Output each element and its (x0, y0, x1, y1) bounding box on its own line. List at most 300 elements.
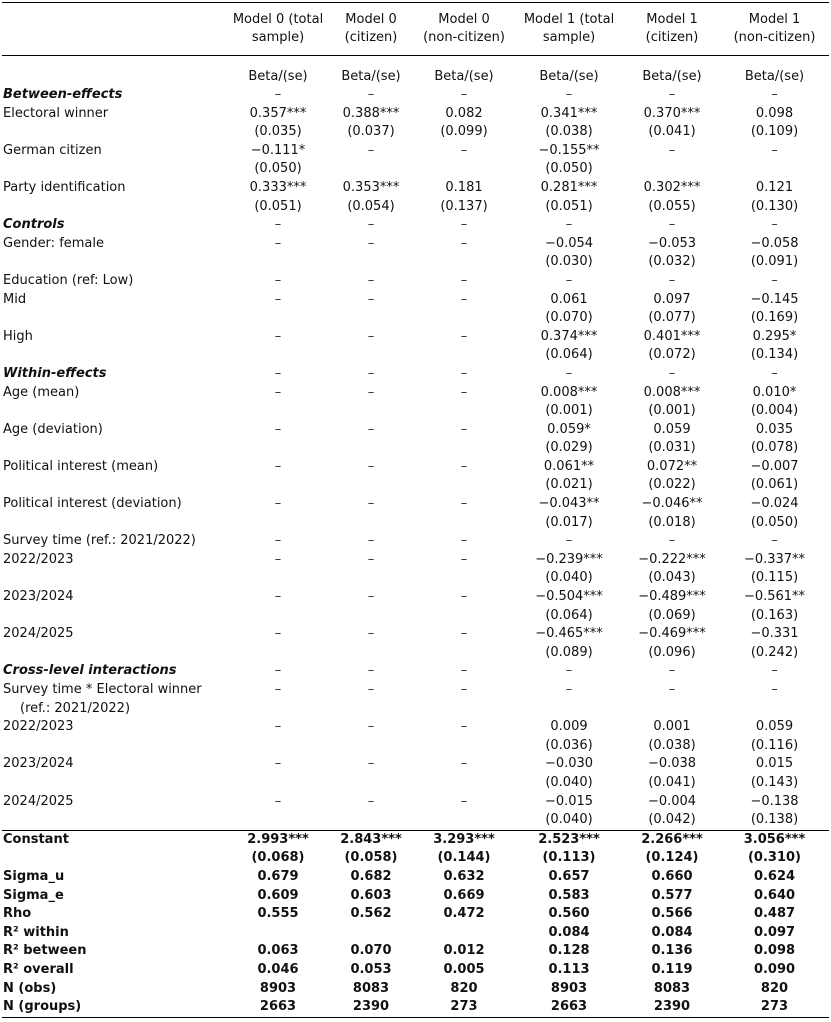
table-cell: 3.293*** (414, 830, 514, 849)
table-cell (228, 569, 328, 588)
row-label (2, 402, 228, 421)
table-cell: 0.388*** (342, 105, 400, 121)
table-cell: – (367, 235, 375, 251)
table-cell: – (460, 793, 468, 809)
beta-se-label: Beta/(se) (539, 69, 599, 84)
table-cell: 0.061 (550, 291, 588, 307)
table-cell: 0.640 (753, 887, 796, 903)
table-cell: −0.138 (750, 793, 799, 809)
table-cell (720, 160, 829, 179)
table-row (2, 328, 829, 347)
table-cell: 0.010* (752, 384, 797, 400)
table-cell (414, 774, 514, 793)
table-cell: 0.487 (753, 906, 796, 922)
table-row (2, 607, 829, 626)
table-cell (328, 924, 414, 943)
row-label (2, 160, 228, 179)
table-cell: 0.097 (753, 924, 796, 940)
table-cell: – (367, 682, 375, 697)
table-cell: −0.024 (750, 496, 799, 512)
table-row (2, 887, 829, 906)
table-cell: 0.669 (443, 887, 485, 903)
table-cell: 0.119 (651, 961, 693, 977)
table-row (2, 365, 829, 384)
table-cell: −0.054 (544, 235, 594, 251)
table-cell (414, 439, 514, 458)
section-heading: Between-effects (3, 87, 123, 102)
table-cell: – (367, 217, 375, 233)
table-cell: (0.036) (545, 737, 593, 753)
table-row (2, 346, 829, 365)
table-cell: – (367, 589, 375, 605)
table-cell: – (460, 756, 468, 772)
table-cell (414, 514, 514, 533)
table-cell: 2.993*** (228, 830, 328, 849)
table-row (2, 179, 829, 198)
row-label: Education (ref: Low) (3, 272, 134, 288)
table-cell: (0.038) (545, 124, 593, 140)
table-cell: 0.063 (257, 943, 299, 959)
table-row (2, 774, 829, 793)
table-row (2, 291, 829, 310)
table-cell: −0.337** (743, 551, 806, 567)
table-cell: – (771, 365, 778, 381)
table-cell: 0.555 (257, 906, 299, 922)
table-cell: (0.037) (347, 124, 395, 140)
table-cell: 0.353*** (342, 179, 400, 195)
table-cell: (0.061) (750, 477, 799, 493)
row-label: N (groups) (2, 998, 228, 1017)
table-cell: 0.084 (548, 924, 590, 940)
table-cell: 0.072** (646, 458, 698, 474)
table-cell (328, 476, 414, 495)
table-row (2, 384, 829, 403)
row-label: 2022/2023 (3, 719, 74, 735)
row-label: 2024/2025 (3, 793, 74, 809)
row-label: Age (deviation) (3, 421, 103, 437)
table-row (2, 644, 829, 663)
table-cell: −0.058 (750, 235, 799, 251)
table-row (2, 309, 829, 328)
table-cell (328, 774, 414, 793)
table-cell: 0.577 (651, 887, 693, 903)
table-cell: – (367, 551, 375, 567)
table-cell: 273 (414, 998, 514, 1017)
column-header: Model 0 (total sample) (228, 3, 328, 52)
table-cell: – (460, 533, 468, 549)
table-row (2, 216, 829, 235)
table-cell: – (565, 272, 573, 288)
table-cell: – (460, 328, 468, 344)
table-cell: – (274, 626, 282, 642)
table-cell: – (274, 682, 282, 697)
table-cell (414, 924, 514, 943)
row-label (2, 644, 228, 663)
table-cell: 0.401*** (643, 328, 701, 344)
table-row (2, 924, 829, 943)
table-cell: 0.566 (651, 906, 693, 922)
table-cell (228, 700, 328, 719)
table-cell: −0.469*** (638, 626, 706, 642)
table-cell: 0.053 (350, 961, 392, 977)
table-cell: – (274, 217, 282, 233)
table-cell: 2390 (624, 998, 720, 1017)
table-cell: 0.560 (548, 906, 590, 922)
table-cell: −0.331 (750, 626, 799, 642)
table-cell: – (367, 272, 375, 288)
column-header: Model 1 (citizen) (624, 3, 720, 52)
table-cell: – (460, 365, 468, 381)
table-cell: – (771, 533, 778, 549)
table-cell: – (668, 87, 676, 102)
table-cell: 8903 (259, 980, 297, 996)
table-row (2, 160, 829, 179)
table-cell (228, 402, 328, 421)
row-label: Survey time * Electoral winner (3, 682, 202, 697)
table-cell: – (274, 87, 282, 102)
table-cell: – (367, 142, 375, 158)
table-cell: (0.089) (545, 644, 593, 660)
table-cell: 0.059 (653, 421, 691, 437)
table-cell (228, 439, 328, 458)
table-cell: 0.181 (445, 179, 483, 195)
row-label: Sigma_e (3, 887, 64, 903)
row-label (2, 346, 228, 365)
section-heading: Cross-level interactions (3, 663, 177, 679)
table-cell: (0.058) (344, 850, 398, 866)
table-cell: (0.038) (648, 737, 696, 753)
table-cell: (0.143) (750, 774, 799, 790)
table-row (2, 476, 829, 495)
row-label: Gender: female (3, 235, 105, 251)
table-cell: (0.029) (545, 440, 593, 456)
row-label: R² overall (3, 961, 74, 977)
table-cell: (0.134) (750, 347, 799, 363)
table-cell: 0.082 (445, 105, 483, 121)
table-row (2, 253, 829, 272)
row-label: 2023/2024 (3, 756, 74, 772)
table-cell: 0.008*** (540, 384, 598, 400)
table-cell (328, 309, 414, 328)
table-cell: (0.064) (545, 607, 593, 623)
table-cell (228, 811, 328, 830)
table-cell: 0.121 (755, 179, 794, 195)
table-cell: – (274, 756, 282, 772)
table-cell: 0.295* (752, 328, 797, 344)
row-label (2, 253, 228, 272)
table-row (2, 961, 829, 980)
table-cell: – (771, 87, 778, 102)
table-cell: – (367, 626, 375, 642)
table-cell: (0.064) (545, 347, 593, 363)
table-cell: (0.069) (648, 607, 696, 623)
table-cell: – (771, 272, 778, 288)
table-row (2, 458, 829, 477)
beta-se-label: Beta/(se) (248, 69, 308, 84)
table-cell: (0.050) (254, 161, 302, 177)
table-cell: 0.302*** (643, 179, 701, 195)
table-cell: (0.035) (254, 124, 302, 140)
table-header (2, 3, 829, 87)
table-row (2, 514, 829, 533)
row-label (2, 737, 228, 756)
table-cell (328, 253, 414, 272)
row-label: 2022/2023 (3, 551, 74, 567)
table-cell (228, 644, 328, 663)
table-cell: 0.128 (548, 943, 590, 959)
table-cell: – (668, 142, 676, 158)
table-cell: (0.022) (648, 477, 696, 493)
table-cell: – (367, 719, 375, 735)
table-cell: 0.136 (651, 943, 693, 959)
table-cell: – (274, 384, 282, 400)
table-cell: 0.657 (548, 868, 590, 884)
table-row (2, 569, 829, 588)
table-cell (228, 514, 328, 533)
row-label (2, 198, 228, 217)
table-cell: (0.017) (545, 514, 593, 530)
table-cell: – (367, 421, 375, 437)
table-cell: (0.113) (542, 850, 596, 866)
section-heading: Controls (3, 217, 65, 233)
table-cell: – (367, 533, 375, 549)
row-label (2, 476, 228, 495)
table-row (2, 718, 829, 737)
table-cell (414, 700, 514, 719)
table-cell: – (274, 663, 282, 679)
regression-table (2, 2, 829, 1018)
column-header: Model 0 (non-citizen) (414, 3, 514, 52)
table-cell (228, 476, 328, 495)
table-cell: – (367, 793, 375, 809)
table-row (2, 662, 829, 681)
table-cell (228, 253, 328, 272)
table-cell: −0.046** (641, 496, 703, 512)
table-cell: (0.050) (750, 514, 799, 530)
table-cell: 0.098 (755, 105, 794, 121)
table-cell: – (274, 235, 282, 251)
table-cell: 0.015 (755, 756, 794, 772)
table-cell: 0.012 (443, 943, 485, 959)
table-cell: 0.084 (651, 924, 693, 940)
table-cell: (0.040) (545, 812, 593, 828)
row-label: Age (mean) (3, 384, 80, 400)
table-cell: −0.489*** (638, 589, 706, 605)
table-cell: (0.109) (750, 124, 799, 140)
table-cell: – (274, 551, 282, 567)
table-cell: −0.504*** (535, 589, 603, 605)
table-cell: 3.056*** (720, 830, 829, 849)
table-cell: 0.059 (755, 719, 794, 735)
row-label (2, 123, 228, 142)
table-row (2, 86, 829, 105)
table-row (2, 942, 829, 961)
table-cell: (0.040) (545, 570, 593, 586)
table-cell: 0.562 (350, 906, 392, 922)
table-cell: −0.043** (538, 496, 600, 512)
table-cell: 0.603 (350, 887, 392, 903)
table-cell: −0.465*** (535, 626, 603, 642)
table-cell: – (367, 365, 375, 381)
table-cell: (0.137) (440, 198, 488, 214)
table-cell: – (565, 533, 573, 549)
table-cell (228, 309, 328, 328)
table-cell (414, 160, 514, 179)
column-header: Model 0 (citizen) (328, 3, 414, 52)
table-cell: −0.111* (250, 142, 306, 158)
table-cell: (0.070) (545, 310, 593, 326)
table-cell: – (274, 533, 282, 549)
table-row (2, 235, 829, 254)
row-label (2, 607, 228, 626)
table-cell (624, 700, 720, 719)
table-cell (328, 607, 414, 626)
table-cell: (0.124) (645, 850, 699, 866)
table-cell: 0.098 (753, 943, 796, 959)
row-label (2, 439, 228, 458)
table-cell: 0.682 (350, 868, 392, 884)
table-cell: (0.055) (648, 198, 696, 214)
table-cell (414, 569, 514, 588)
table-cell: – (460, 496, 468, 512)
table-cell: −0.239*** (535, 551, 603, 567)
table-cell: 0.070 (350, 943, 392, 959)
table-cell: – (274, 272, 282, 288)
table-cell: 2390 (328, 998, 414, 1017)
row-label: Party identification (3, 179, 126, 195)
table-cell (414, 811, 514, 830)
table-cell (228, 607, 328, 626)
row-label (2, 774, 228, 793)
table-cell: – (668, 365, 676, 381)
table-cell: (0.032) (648, 254, 696, 270)
table-cell: −0.004 (647, 793, 697, 809)
column-header: Model 1 (total sample) (514, 3, 624, 52)
table-cell: 0.632 (443, 868, 485, 884)
table-cell (624, 160, 720, 179)
table-cell: – (460, 87, 468, 102)
table-cell (414, 644, 514, 663)
table-row (2, 811, 829, 830)
table-cell: – (367, 291, 375, 307)
table-cell: – (771, 217, 778, 233)
table-cell (414, 737, 514, 756)
table-cell: – (565, 663, 573, 679)
table-row (2, 625, 829, 644)
table-cell: 0.370*** (643, 105, 701, 121)
table-cell: −0.053 (647, 235, 697, 251)
table-cell: 2663 (228, 998, 328, 1017)
table-cell: 0.097 (653, 291, 691, 307)
table-row (2, 980, 829, 999)
table-cell: (0.041) (648, 774, 696, 790)
table-cell: 0.374*** (540, 328, 598, 344)
row-label: Political interest (deviation) (3, 496, 182, 512)
table-cell: – (460, 458, 468, 474)
row-label: R² within (3, 924, 69, 940)
table-cell: (0.077) (648, 310, 696, 326)
table-cell: −0.030 (544, 756, 594, 772)
table-cell: (0.072) (648, 347, 696, 363)
beta-se-label: Beta/(se) (434, 69, 494, 84)
beta-se-label: Beta/(se) (744, 69, 805, 84)
table-cell (414, 253, 514, 272)
table-row (2, 681, 829, 700)
row-label: Constant (2, 830, 228, 849)
table-cell: (0.115) (750, 570, 799, 586)
table-row (2, 905, 829, 924)
table-cell: – (274, 458, 282, 474)
table-row (2, 198, 829, 217)
table-cell (414, 402, 514, 421)
table-cell: – (274, 496, 282, 512)
table-cell: (0.021) (545, 477, 593, 493)
row-label: Rho (3, 906, 32, 922)
table-cell: −0.007 (750, 458, 799, 474)
table-cell: – (460, 384, 468, 400)
table-cell: 0.035 (755, 421, 794, 437)
table-cell: (0.040) (545, 774, 593, 790)
table-cell: – (274, 291, 282, 307)
table-cell (328, 514, 414, 533)
table-cell: – (668, 682, 676, 697)
table-cell (228, 737, 328, 756)
table-cell: 0.660 (651, 868, 693, 884)
table-cell: – (771, 663, 778, 679)
table-cell: – (668, 272, 676, 288)
column-header: Model 1 (non-citizen) (720, 3, 829, 52)
row-label (2, 569, 228, 588)
header-empty (2, 3, 228, 52)
table-cell: 0.583 (548, 887, 590, 903)
table-cell: 273 (720, 998, 829, 1017)
table-cell: – (367, 87, 375, 102)
table-cell: 0.009 (550, 719, 588, 735)
table-cell: 8083 (653, 980, 691, 996)
table-cell: – (460, 217, 468, 233)
table-cell (328, 811, 414, 830)
table-cell: (0.078) (750, 440, 799, 456)
table-cell (720, 700, 829, 719)
table-cell: – (771, 682, 778, 697)
row-label: 2024/2025 (3, 626, 74, 642)
table-cell: – (668, 533, 676, 549)
row-label: (ref.: 2021/2022) (20, 700, 131, 716)
table-row (2, 700, 829, 719)
table-cell: – (460, 291, 468, 307)
table-cell: −0.015 (544, 793, 594, 809)
row-label (2, 811, 228, 830)
table-cell: – (367, 328, 375, 344)
table-cell: 0.472 (443, 906, 485, 922)
table-cell: 0.046 (257, 961, 299, 977)
table-row (2, 998, 829, 1017)
table-row (2, 272, 829, 291)
table-cell: – (460, 421, 468, 437)
row-label: Political interest (mean) (3, 458, 159, 474)
table-cell: 0.609 (257, 887, 299, 903)
table-cell: – (771, 142, 778, 158)
table-row (2, 588, 829, 607)
table-cell (328, 700, 414, 719)
row-label (2, 849, 228, 868)
table-cell: 0.005 (443, 961, 485, 977)
table-cell: (0.169) (750, 310, 799, 326)
table-row (2, 755, 829, 774)
table-cell: – (668, 217, 676, 233)
table-cell: 0.059* (547, 421, 591, 437)
table-cell: (0.091) (750, 254, 799, 270)
